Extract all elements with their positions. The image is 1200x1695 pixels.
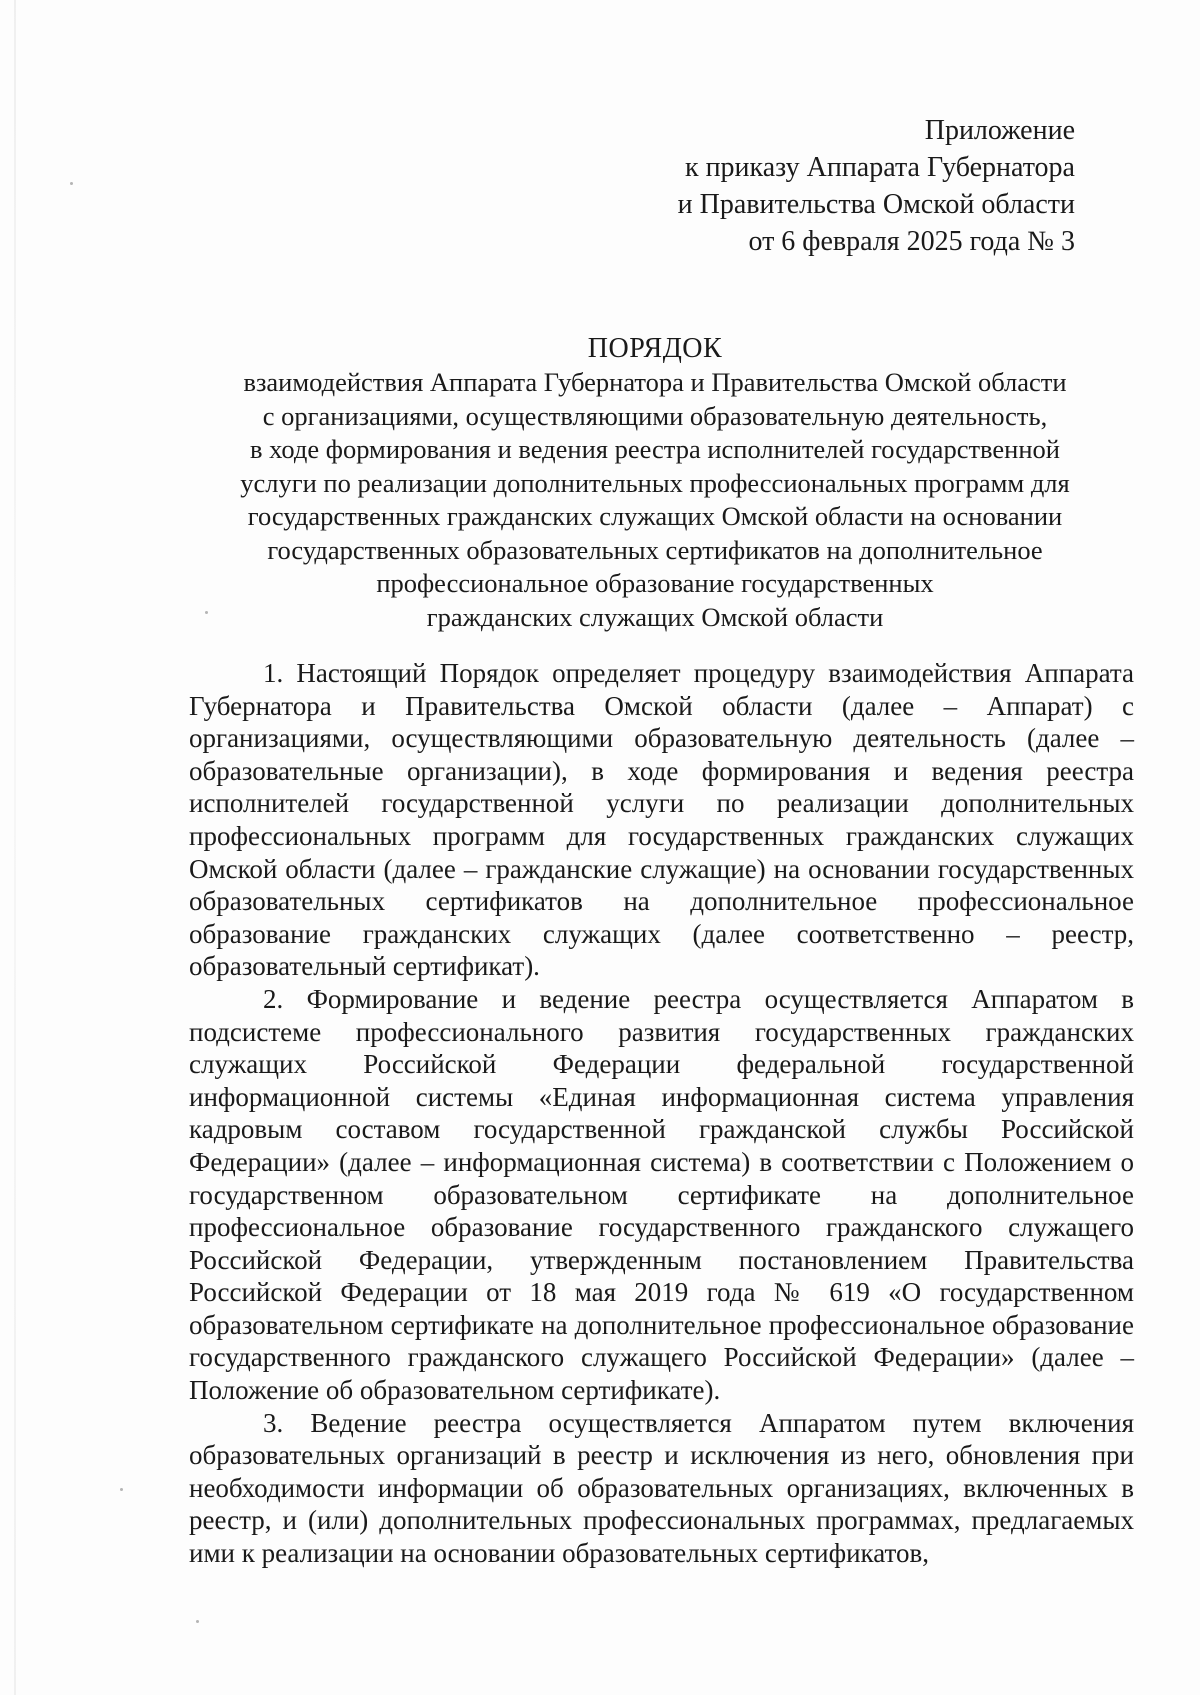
appendix-line: от 6 февраля 2025 года № 3 [748, 226, 1075, 257]
subtitle-line: услуги по реализации дополнительных профессиональных программ для [240, 467, 1070, 498]
scan-speck [120, 1488, 123, 1491]
document-subtitle [190, 366, 1120, 634]
scan-edge-shadow [14, 0, 16, 1695]
subtitle-line: государственных образовательных сертификатов на дополнительное [267, 534, 1043, 565]
appendix-block [515, 112, 1075, 260]
subtitle-line: государственных гражданских служащих Омской области на основании [247, 501, 1063, 531]
appendix-line: Приложение [924, 115, 1075, 146]
subtitle-line: в ходе формирования и ведения реестра исполнителей государственной [250, 434, 1060, 464]
scan-speck [196, 1620, 199, 1623]
paragraph-2: 2. Формирование и ведение реестра осуществляется Аппаратом в подсистеме профессионального развития государственных гражданских служащих Российской Федерации федеральной государственной информационной системы «Единая информационная система управления кадровым составом государственной гражданской службы Российской Федерации» (далее – информационная система) в соответствии с Положением о государственном образовательном сертификате на дополнительное профессиональное образование государственного гражданского служащего Российской Федерации, утвержденным постановлением Правительства Российской Федерации от 18 мая 2019 года № 619 «О государственном образовательном сертификате на дополнительное профессиональное образование государственного гражданского служащего Российской Федерации» (далее – Положение об образовательном сертификате). [189, 983, 1134, 1406]
appendix-line: и Правительства Омской области [677, 189, 1075, 220]
subtitle-line: гражданских служащих Омской области [426, 601, 884, 632]
subtitle-line: взаимодействия Аппарата Губернатора и Правительства Омской области [243, 367, 1067, 397]
appendix-line: к приказу Аппарата Губернатора [684, 152, 1075, 183]
paragraph-1: 1. Настоящий Порядок определяет процедуру взаимодействия Аппарата Губернатора и Правительства Омской области (далее – Аппарат) с организациями, осуществляющими образовательную деятельность (далее – образовательные организации), в ходе формирования и ведения реестра исполнителей государственной услуги по реализации дополнительных профессиональных программ для государственных гражданских служащих Омской области (далее – гражданские служащие) на основании государственных образовательных сертификатов на дополнительное профессиональное образование гражданских служащих (далее соответственно – реестр, образовательный сертификат). [189, 658, 1134, 982]
document-title: ПОРЯДОК [587, 333, 723, 364]
document-heading [190, 332, 1120, 634]
scan-speck [70, 182, 73, 185]
document-body [189, 657, 1134, 1570]
subtitle-line: профессиональное образование государственных [376, 568, 934, 598]
scan-speck [205, 611, 208, 614]
subtitle-line: с организациями, осуществляющими образовательную деятельность, [262, 400, 1048, 431]
paragraph-3: 3. Ведение реестра осуществляется Аппаратом путем включения образовательных организаций в реестр и исключения из него, обновления при необходимости информации об образовательных организациях, включенных в реестр, и (или) дополнительных профессиональных программах, предлагаемых ими к реализации на основании образовательных сертификатов, [189, 1407, 1134, 1569]
